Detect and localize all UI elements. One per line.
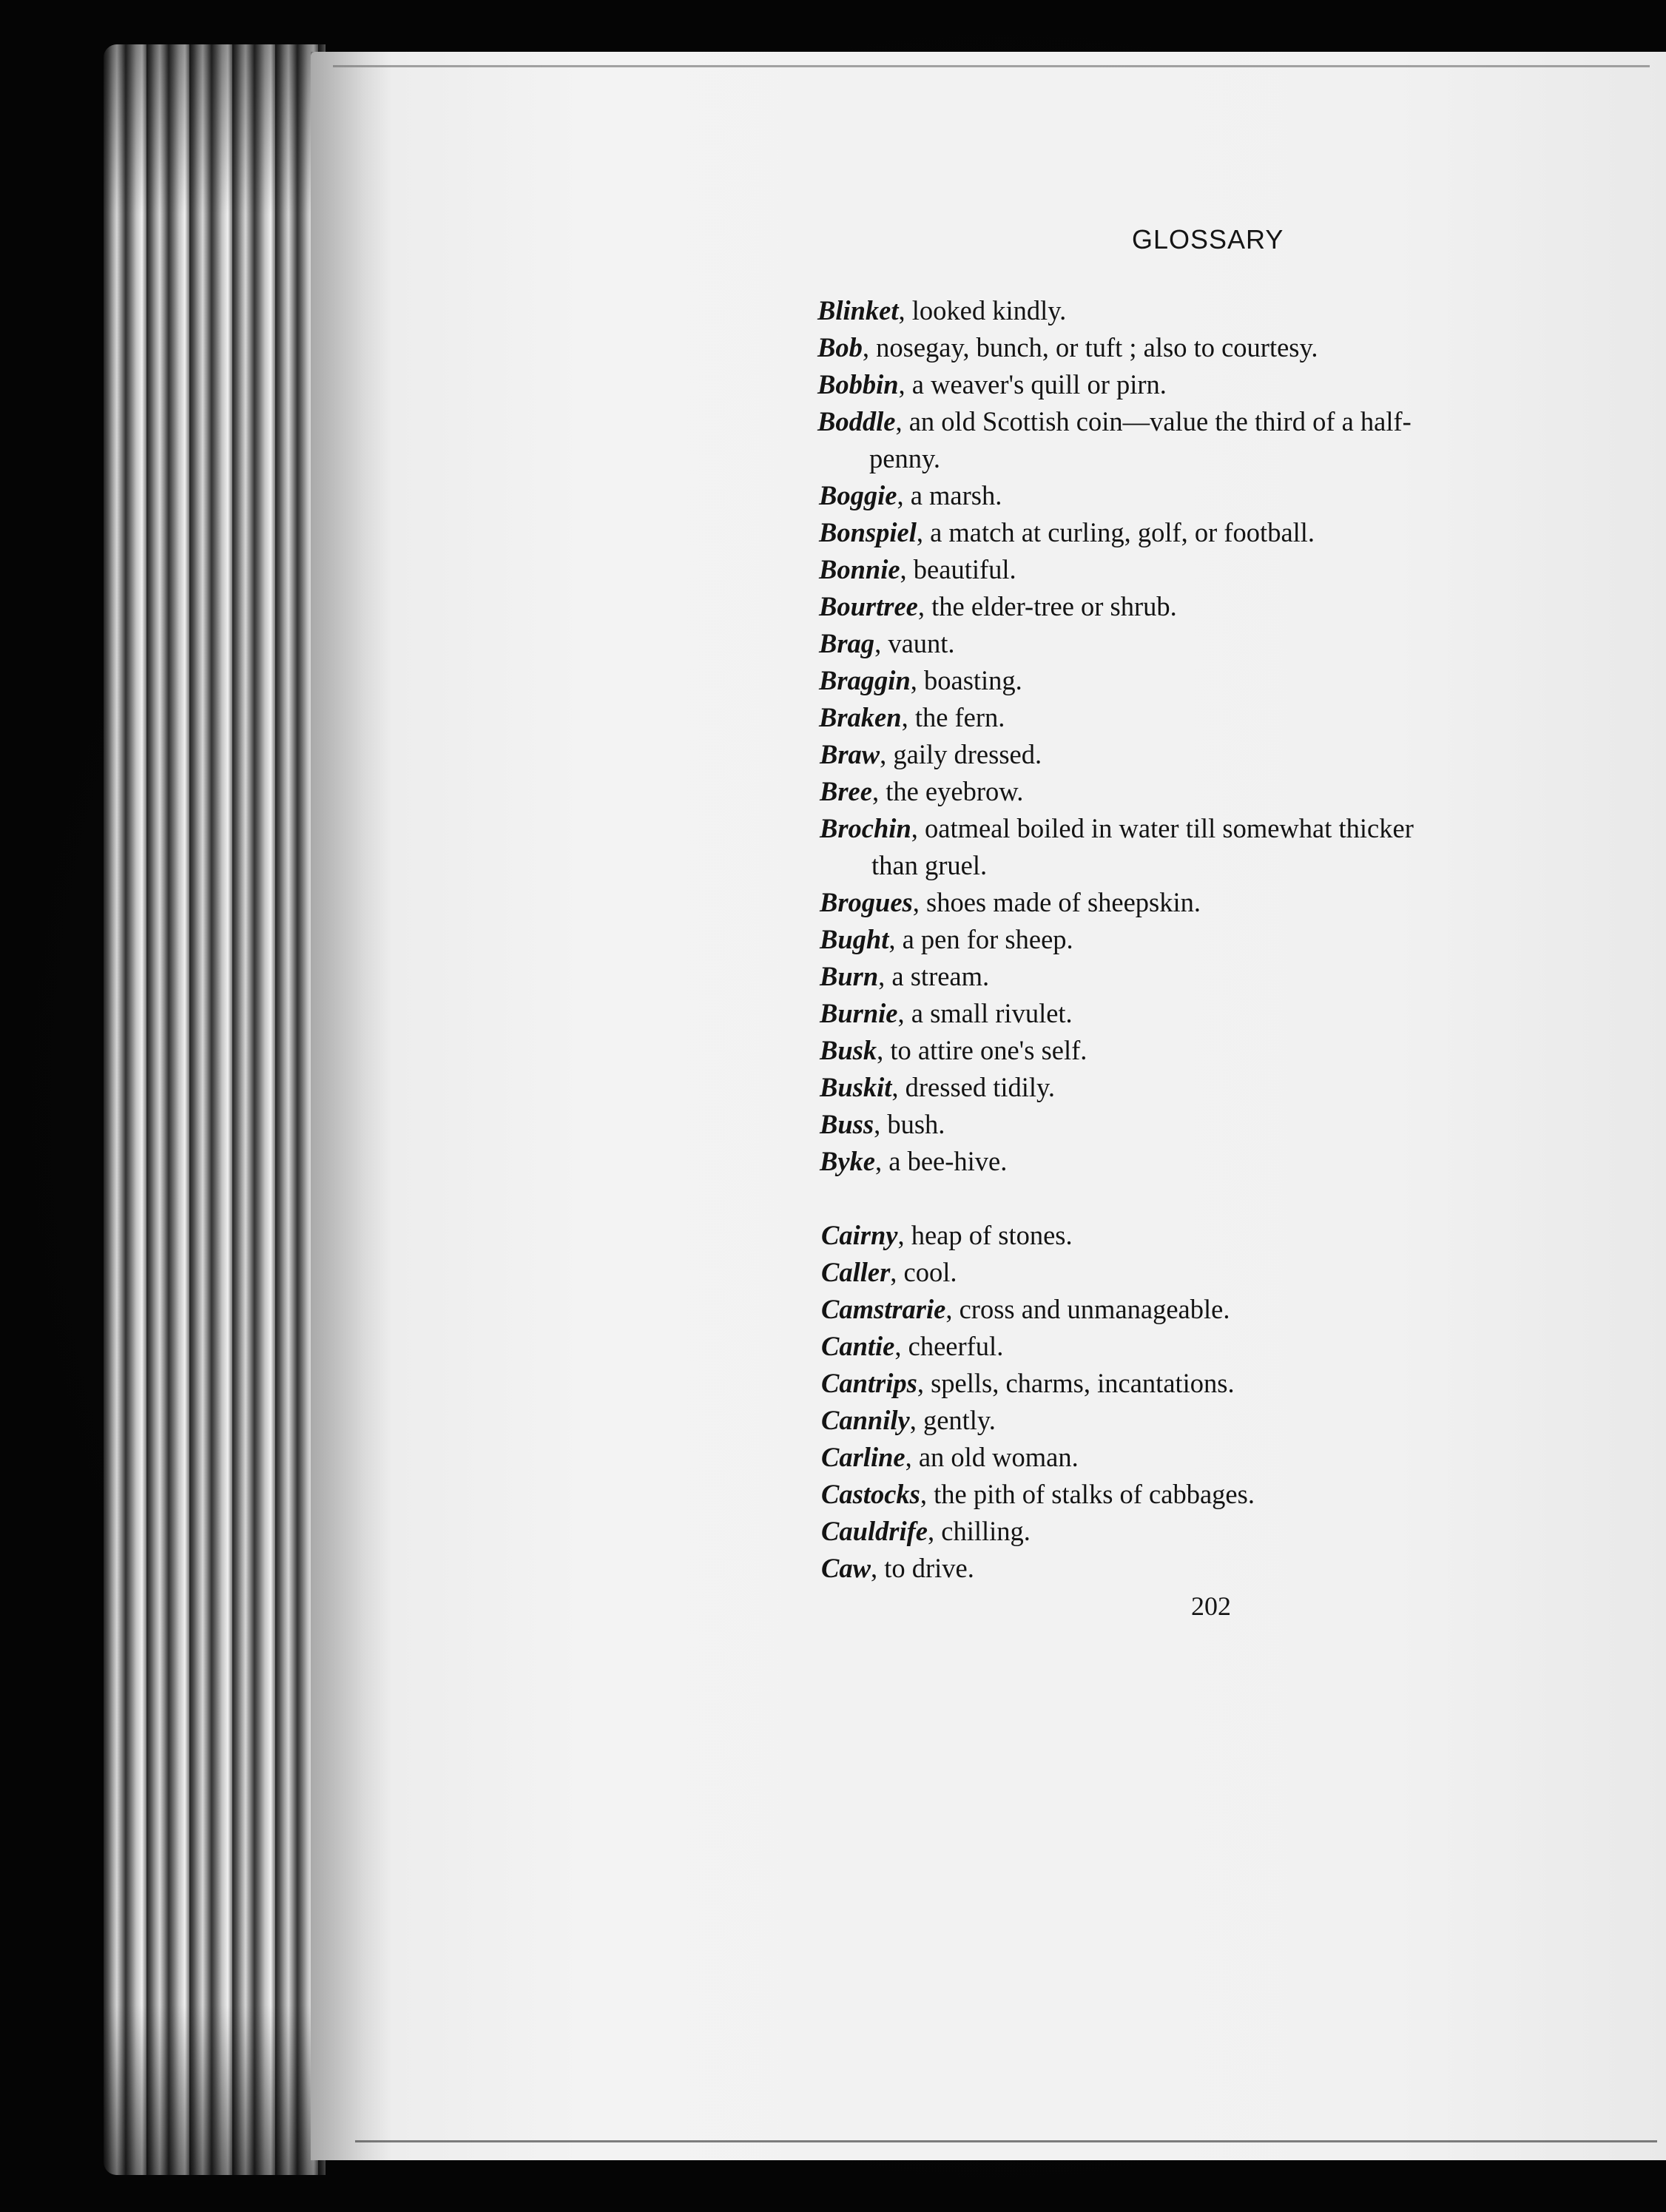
entry-term: Caw: [821, 1553, 871, 1583]
entry-term: Cannily: [821, 1405, 910, 1435]
glossary-entry: [819, 699, 1005, 736]
entry-term: Camstrarie: [821, 1294, 946, 1324]
glossary-entry: [819, 514, 1315, 551]
entry-term: Blinket: [817, 295, 899, 326]
glossary-entry: [819, 477, 1002, 514]
entry-definition: , oatmeal boiled in water till somewhat thicker: [911, 813, 1414, 843]
entry-term: Castocks: [821, 1479, 920, 1509]
entry-term: Busk: [820, 1035, 877, 1065]
entry-term: Bobbin: [817, 369, 899, 399]
entry-definition: , heap of stones.: [897, 1220, 1073, 1250]
entry-term: Braken: [819, 702, 902, 732]
glossary-entry: [819, 625, 955, 662]
glossary-entry: [821, 1439, 1079, 1476]
entry-definition: , the fern.: [901, 702, 1005, 732]
entry-definition: , boasting.: [910, 665, 1022, 695]
entry-term: Carline: [821, 1442, 905, 1472]
glossary-entry: [821, 1328, 1003, 1365]
entry-term: Burnie: [820, 998, 898, 1028]
entry-term: Bught: [820, 924, 889, 954]
glossary-entry: [817, 403, 1412, 473]
entry-definition: , to drive.: [870, 1553, 974, 1583]
entry-term: Buskit: [820, 1072, 892, 1102]
entry-term: Bonnie: [819, 554, 900, 584]
entry-definition: , cross and unmanageable.: [945, 1294, 1230, 1324]
glossary-entry: [820, 1143, 1007, 1180]
glossary-entry: [821, 1254, 957, 1291]
entry-term: Brag: [819, 628, 875, 658]
entry-definition: , shoes made of sheepskin.: [912, 887, 1201, 917]
glossary-entry: [821, 1402, 996, 1439]
entry-definition: , a small rivulet.: [897, 998, 1073, 1028]
entry-term: Bourtree: [819, 591, 918, 621]
glossary-entry: [819, 662, 1022, 699]
entry-definition: , beautiful.: [900, 554, 1016, 584]
glossary-entry: [820, 773, 1023, 810]
entry-term: Braggin: [819, 665, 911, 695]
entry-definition: , gently.: [909, 1405, 996, 1435]
entry-term: Cantie: [821, 1331, 895, 1361]
glossary-entry: [821, 1291, 1230, 1328]
entry-definition: , cool.: [890, 1257, 957, 1287]
entry-term: Bonspiel: [819, 517, 917, 547]
entry-definition: , a bee-hive.: [875, 1146, 1008, 1176]
entry-definition: , looked kindly.: [898, 295, 1067, 326]
glossary-entry: [820, 810, 1414, 880]
entry-term: Braw: [820, 739, 880, 769]
entry-definition: , a match at curling, golf, or football.: [916, 517, 1315, 547]
gutter-shadow: [311, 52, 392, 2160]
glossary-entry: [820, 921, 1073, 958]
entry-term: Cauldrife: [821, 1516, 928, 1546]
page-number: 202: [1191, 1591, 1231, 1621]
glossary-entry: [820, 736, 1042, 773]
entry-definition: , bush.: [874, 1109, 945, 1139]
entry-term: Brochin: [820, 813, 911, 843]
entry-definition: , the elder-tree or shrub.: [917, 591, 1177, 621]
glossary-entry: [820, 884, 1201, 921]
entry-term: Bob: [817, 332, 863, 363]
glossary-entry: [821, 1365, 1235, 1402]
entry-definition: , dressed tidily.: [891, 1072, 1056, 1102]
page-title: GLOSSARY: [1132, 224, 1284, 254]
glossary-entry: [817, 292, 1066, 329]
glossary-entry: [817, 329, 1318, 366]
glossary-entry: [820, 1106, 945, 1143]
glossary-entry: [821, 1217, 1073, 1254]
entry-definition: , a weaver's quill or pirn.: [898, 369, 1167, 399]
glossary-entry: [819, 551, 1016, 588]
entry-definition: , spells, charms, incantations.: [917, 1368, 1235, 1398]
entry-definition: , chilling.: [928, 1516, 1031, 1546]
glossary-entry: [820, 1069, 1055, 1106]
entry-term: Byke: [820, 1146, 875, 1176]
entry-term: Bree: [820, 776, 872, 806]
entry-term: Boddle: [817, 406, 896, 436]
entry-definition: , the eyebrow.: [871, 776, 1024, 806]
entry-term: Burn: [820, 961, 879, 991]
entry-definition: , nosegay, bunch, or tuft ; also to courtesy.: [862, 332, 1318, 363]
entry-term: Cantrips: [821, 1368, 917, 1398]
entry-definition: , a stream.: [878, 961, 990, 991]
entry-definition: , an old woman.: [905, 1442, 1079, 1472]
page-bottom-edge: [355, 2140, 1657, 2142]
page-top-edge: [333, 65, 1650, 67]
glossary-entry: [821, 1513, 1031, 1550]
entry-continuation: than gruel.: [871, 850, 988, 880]
entry-definition: , a pen for sheep.: [888, 924, 1073, 954]
glossary-entry: [820, 1032, 1087, 1069]
glossary-entry: [819, 588, 1177, 625]
entry-continuation: penny.: [869, 443, 940, 473]
glossary-entry: [817, 366, 1167, 403]
entry-definition: , cheerful.: [894, 1331, 1004, 1361]
entry-term: Caller: [821, 1257, 891, 1287]
entry-definition: , gaily dressed.: [880, 739, 1042, 769]
entry-term: Buss: [820, 1109, 874, 1139]
entry-definition: , an old Scottish coin—value the third of a half-: [895, 406, 1412, 436]
entry-term: Brogues: [820, 887, 913, 917]
glossary-entry: [820, 958, 989, 995]
entry-term: Boggie: [819, 480, 897, 510]
glossary-entry: [821, 1550, 974, 1587]
entry-term: Cairny: [821, 1220, 898, 1250]
book-page-edges: [104, 44, 326, 2175]
entry-definition: , a marsh.: [897, 480, 1002, 510]
entry-definition: , the pith of stalks of cabbages.: [920, 1479, 1255, 1509]
glossary-entry: [820, 995, 1073, 1032]
entry-definition: , vaunt.: [874, 628, 955, 658]
glossary-entry: [821, 1476, 1255, 1513]
entry-definition: , to attire one's self.: [877, 1035, 1087, 1065]
